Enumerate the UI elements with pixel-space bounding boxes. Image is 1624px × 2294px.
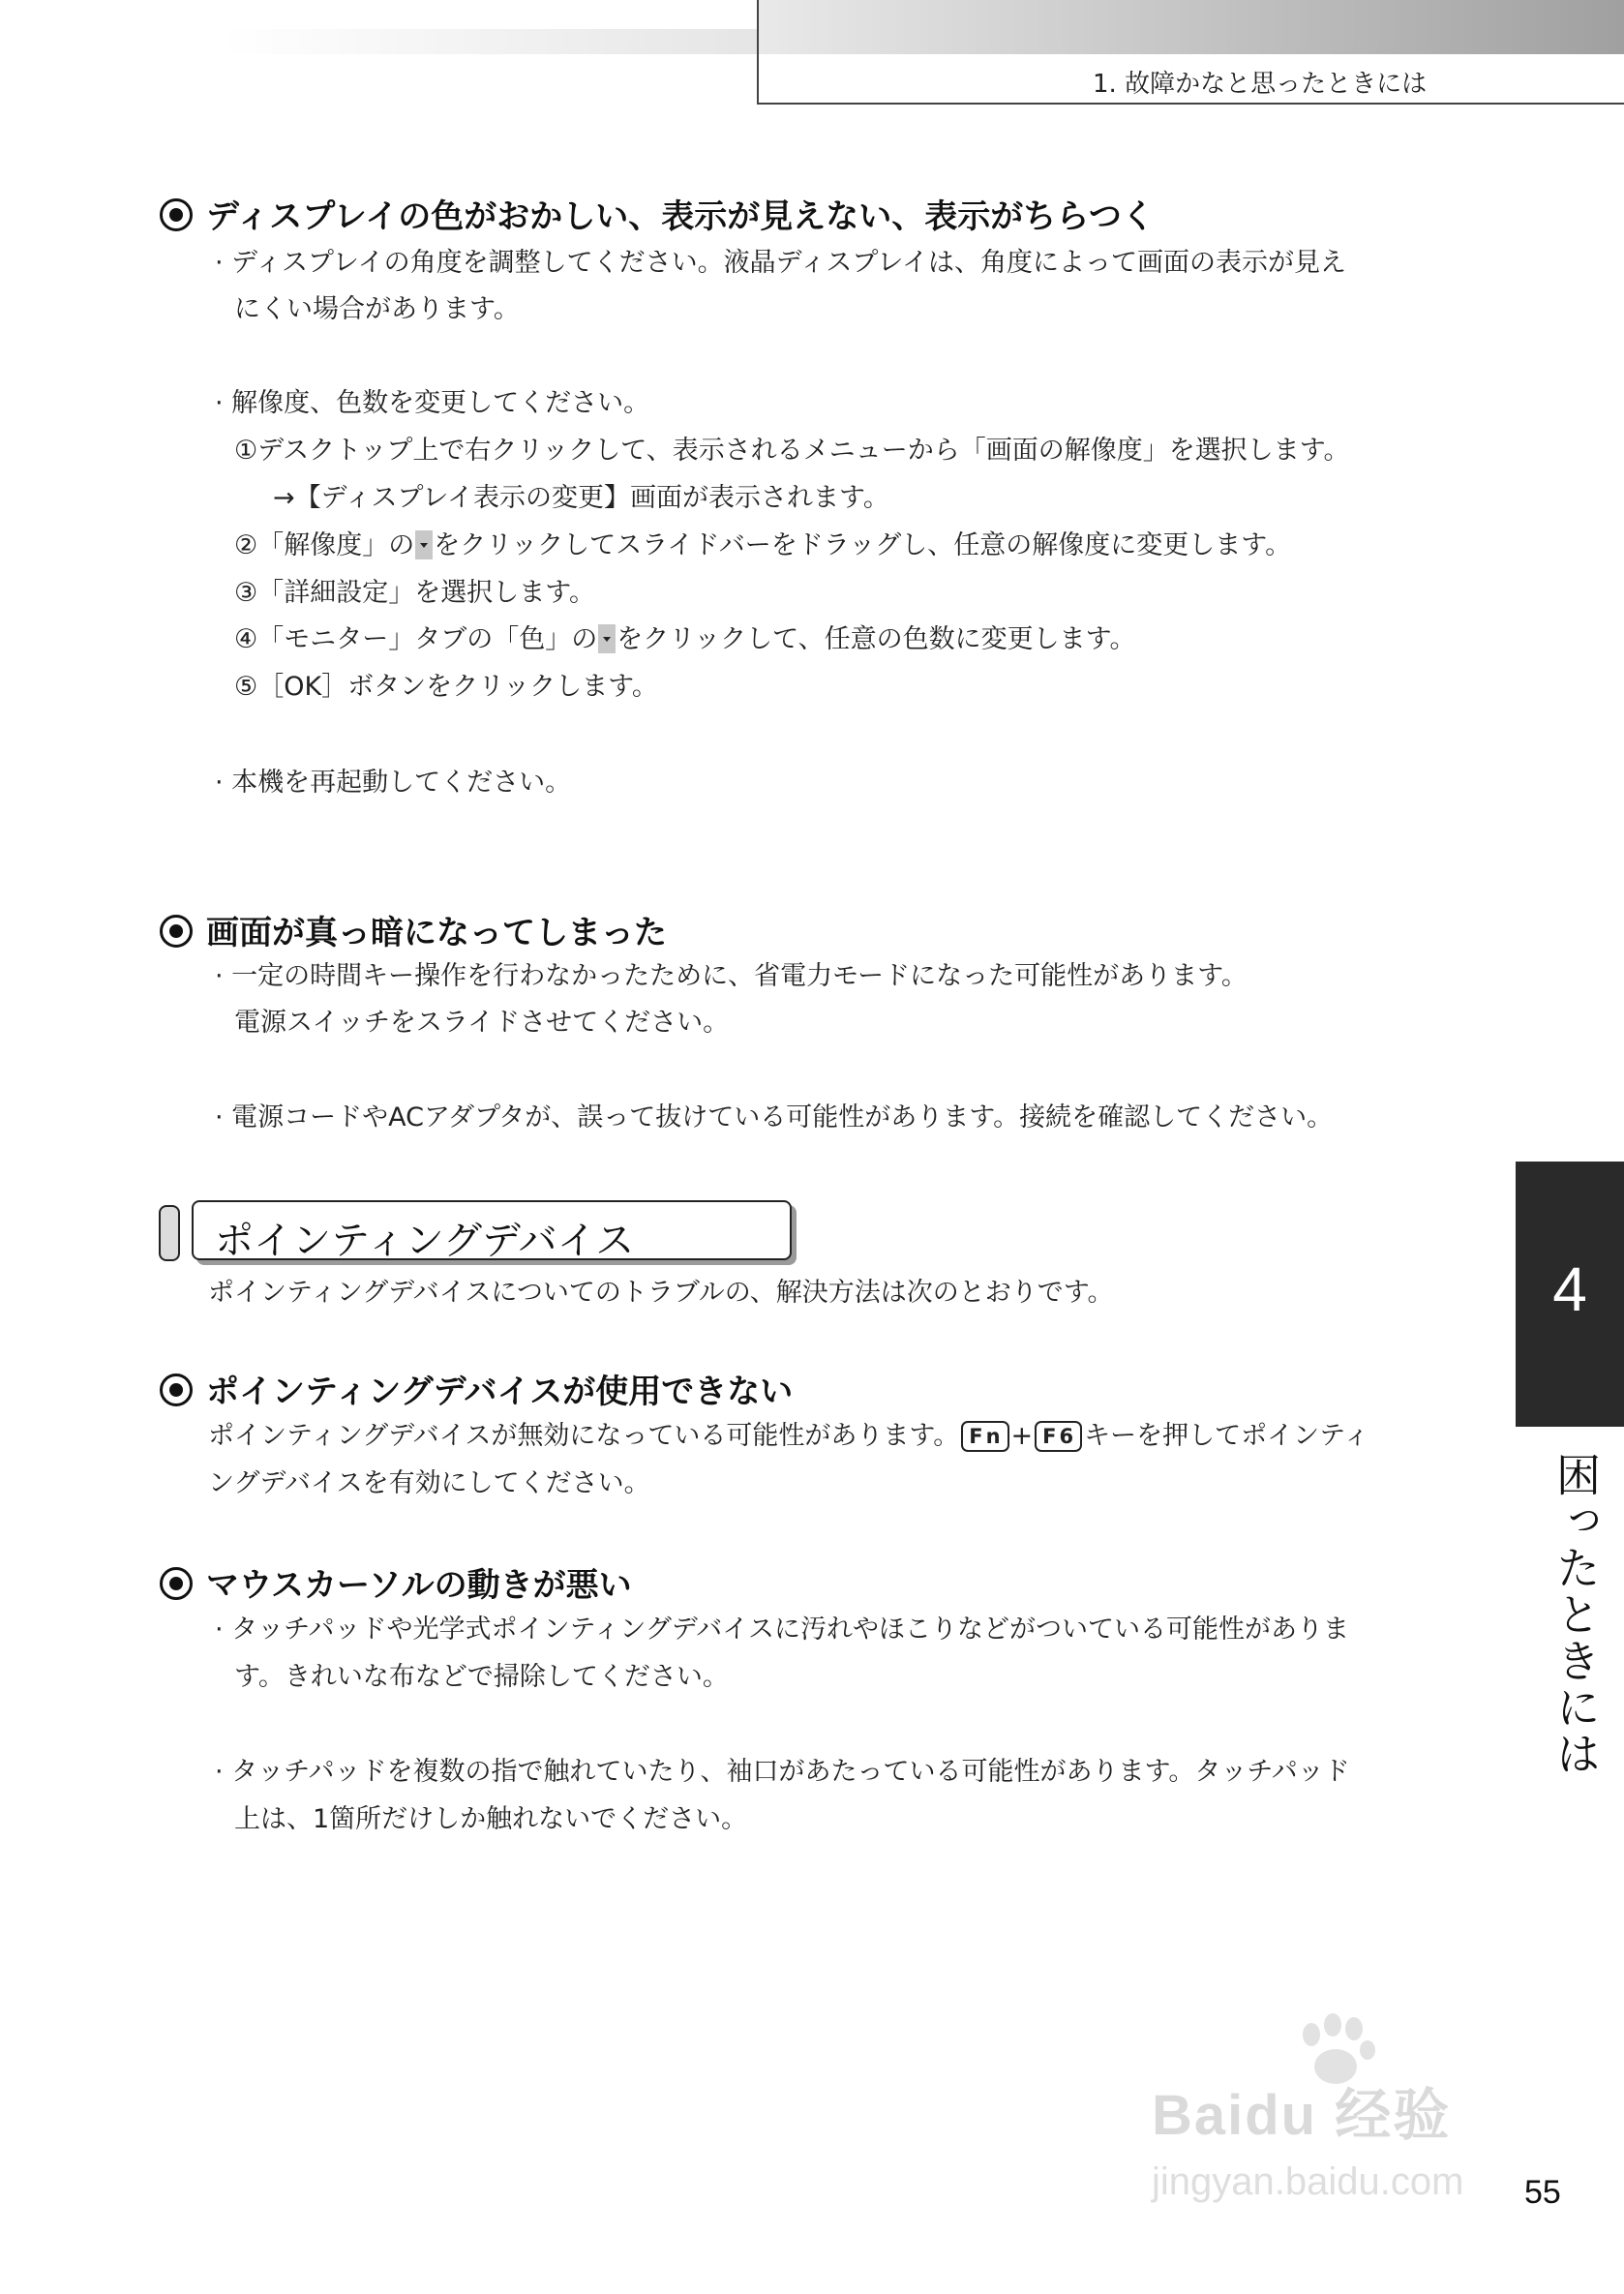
pointing-unusable-line1	[208, 1419, 1369, 1454]
section-box-pointing	[192, 1200, 792, 1263]
dark-screen-line1: · 一定の時間キー操作を行わなかったために、省電力モードになった可能性があります。	[215, 961, 1248, 991]
resolution-step2	[234, 528, 1291, 563]
heading-pointing-unusable-text: ポインティングデバイスが使用できない	[206, 1373, 794, 1411]
baidu-watermark-logo: Baidu 经验	[1152, 2084, 1452, 2147]
resolution-step5: ⑤［OK］ボタンをクリックします。	[234, 672, 658, 702]
section-tab-marker	[159, 1205, 180, 1261]
resolution-step1: ①デスクトップ上で右クリックして、表示されるメニューから「画面の解像度」を選択します。	[234, 436, 1350, 466]
bullet-circle-icon	[160, 198, 193, 231]
resolution-step3: ③「詳細設定」を選択します。	[234, 578, 596, 608]
pointing-unusable-text-b: キーを押してポインティ	[1084, 1421, 1369, 1451]
header-section-box	[757, 0, 1624, 105]
bullet-circle-icon	[160, 915, 193, 948]
pointing-unusable-text-a: ポインティングデバイスが無効になっている可能性があります。	[208, 1421, 960, 1451]
heading-pointing-unusable	[160, 1365, 793, 1412]
resolution-step1-result: →【ディスプレイ表示の変更】画面が表示されます。	[273, 483, 889, 513]
chapter-tab	[1516, 1162, 1624, 1427]
heading-display-issue-text: ディスプレイの色がおかしい、表示が見えない、表示がちらつく	[206, 197, 1155, 236]
display-angle-line2: にくい場合があります。	[234, 294, 520, 324]
dark-screen-line2: 電源スイッチをスライドさせてください。	[234, 1008, 730, 1038]
pointing-unusable-line2: ングデバイスを有効にしてください。	[208, 1468, 650, 1498]
bullet-circle-icon	[160, 1567, 193, 1600]
heading-dark-screen-text: 画面が真っ暗になってしまった	[206, 914, 667, 952]
heading-display-issue	[160, 190, 1155, 237]
pointing-intro: ポインティングデバイスについてのトラブルの、解決方法は次のとおりです。	[208, 1278, 1114, 1308]
header-section-title: 1. 故障かなと思ったときには	[1093, 70, 1428, 99]
plus-sign: +	[1010, 1421, 1034, 1451]
bullet-circle-icon	[160, 1373, 193, 1406]
resolution-step4	[234, 622, 1135, 657]
dropdown-arrow-icon	[415, 530, 433, 559]
fn-key-icon: Fn	[961, 1421, 1008, 1452]
heading-mouse-cursor	[160, 1558, 632, 1606]
heading-dark-screen	[160, 906, 667, 953]
restart-line: · 本機を再起動してください。	[215, 768, 572, 798]
step4-text-a: ④「モニター」タブの「色」の	[234, 624, 598, 654]
header-box-fill	[759, 0, 1624, 54]
baidu-watermark-url: jingyan.baidu.com	[1152, 2160, 1464, 2203]
resolution-intro: · 解像度、色数を変更してください。	[215, 388, 650, 418]
mouse-cursor-line2: す。きれいな布などで掃除してください。	[234, 1662, 729, 1692]
chapter-number: 4	[1552, 1254, 1587, 1324]
page-number: 55	[1524, 2174, 1561, 2211]
step4-text-b: をクリックして、任意の色数に変更します。	[617, 624, 1136, 654]
display-angle-line1: · ディスプレイの角度を調整してください。液晶ディスプレイは、角度によって画面の表示が見え	[215, 248, 1346, 278]
mouse-cursor-line1: · タッチパッドや光学式ポインティングデバイスに汚れやほこりなどがついている可能性がありま	[215, 1615, 1349, 1645]
step2-text-b: をクリックしてスライドバーをドラッグし、任意の解像度に変更します。	[434, 530, 1292, 560]
chapter-label: 困ったときには	[1549, 1452, 1602, 1777]
mouse-cursor-line4: 上は、1箇所だけしか触れないでください。	[234, 1804, 748, 1834]
heading-mouse-cursor-text: マウスカーソルの動きが悪い	[206, 1566, 632, 1605]
dark-screen-line3: · 電源コードやACアダプタが、誤って抜けている可能性があります。接続を確認してください。	[215, 1102, 1334, 1132]
section-title-pointing: ポインティングデバイス	[215, 1219, 635, 1263]
step2-text-a: ②「解像度」の	[234, 530, 415, 560]
dropdown-arrow-icon	[598, 624, 616, 653]
f6-key-icon: F6	[1035, 1421, 1082, 1452]
mouse-cursor-line3: · タッチパッドを複数の指で触れていたり、袖口があたっている可能性があります。タッチパッド	[215, 1757, 1350, 1787]
